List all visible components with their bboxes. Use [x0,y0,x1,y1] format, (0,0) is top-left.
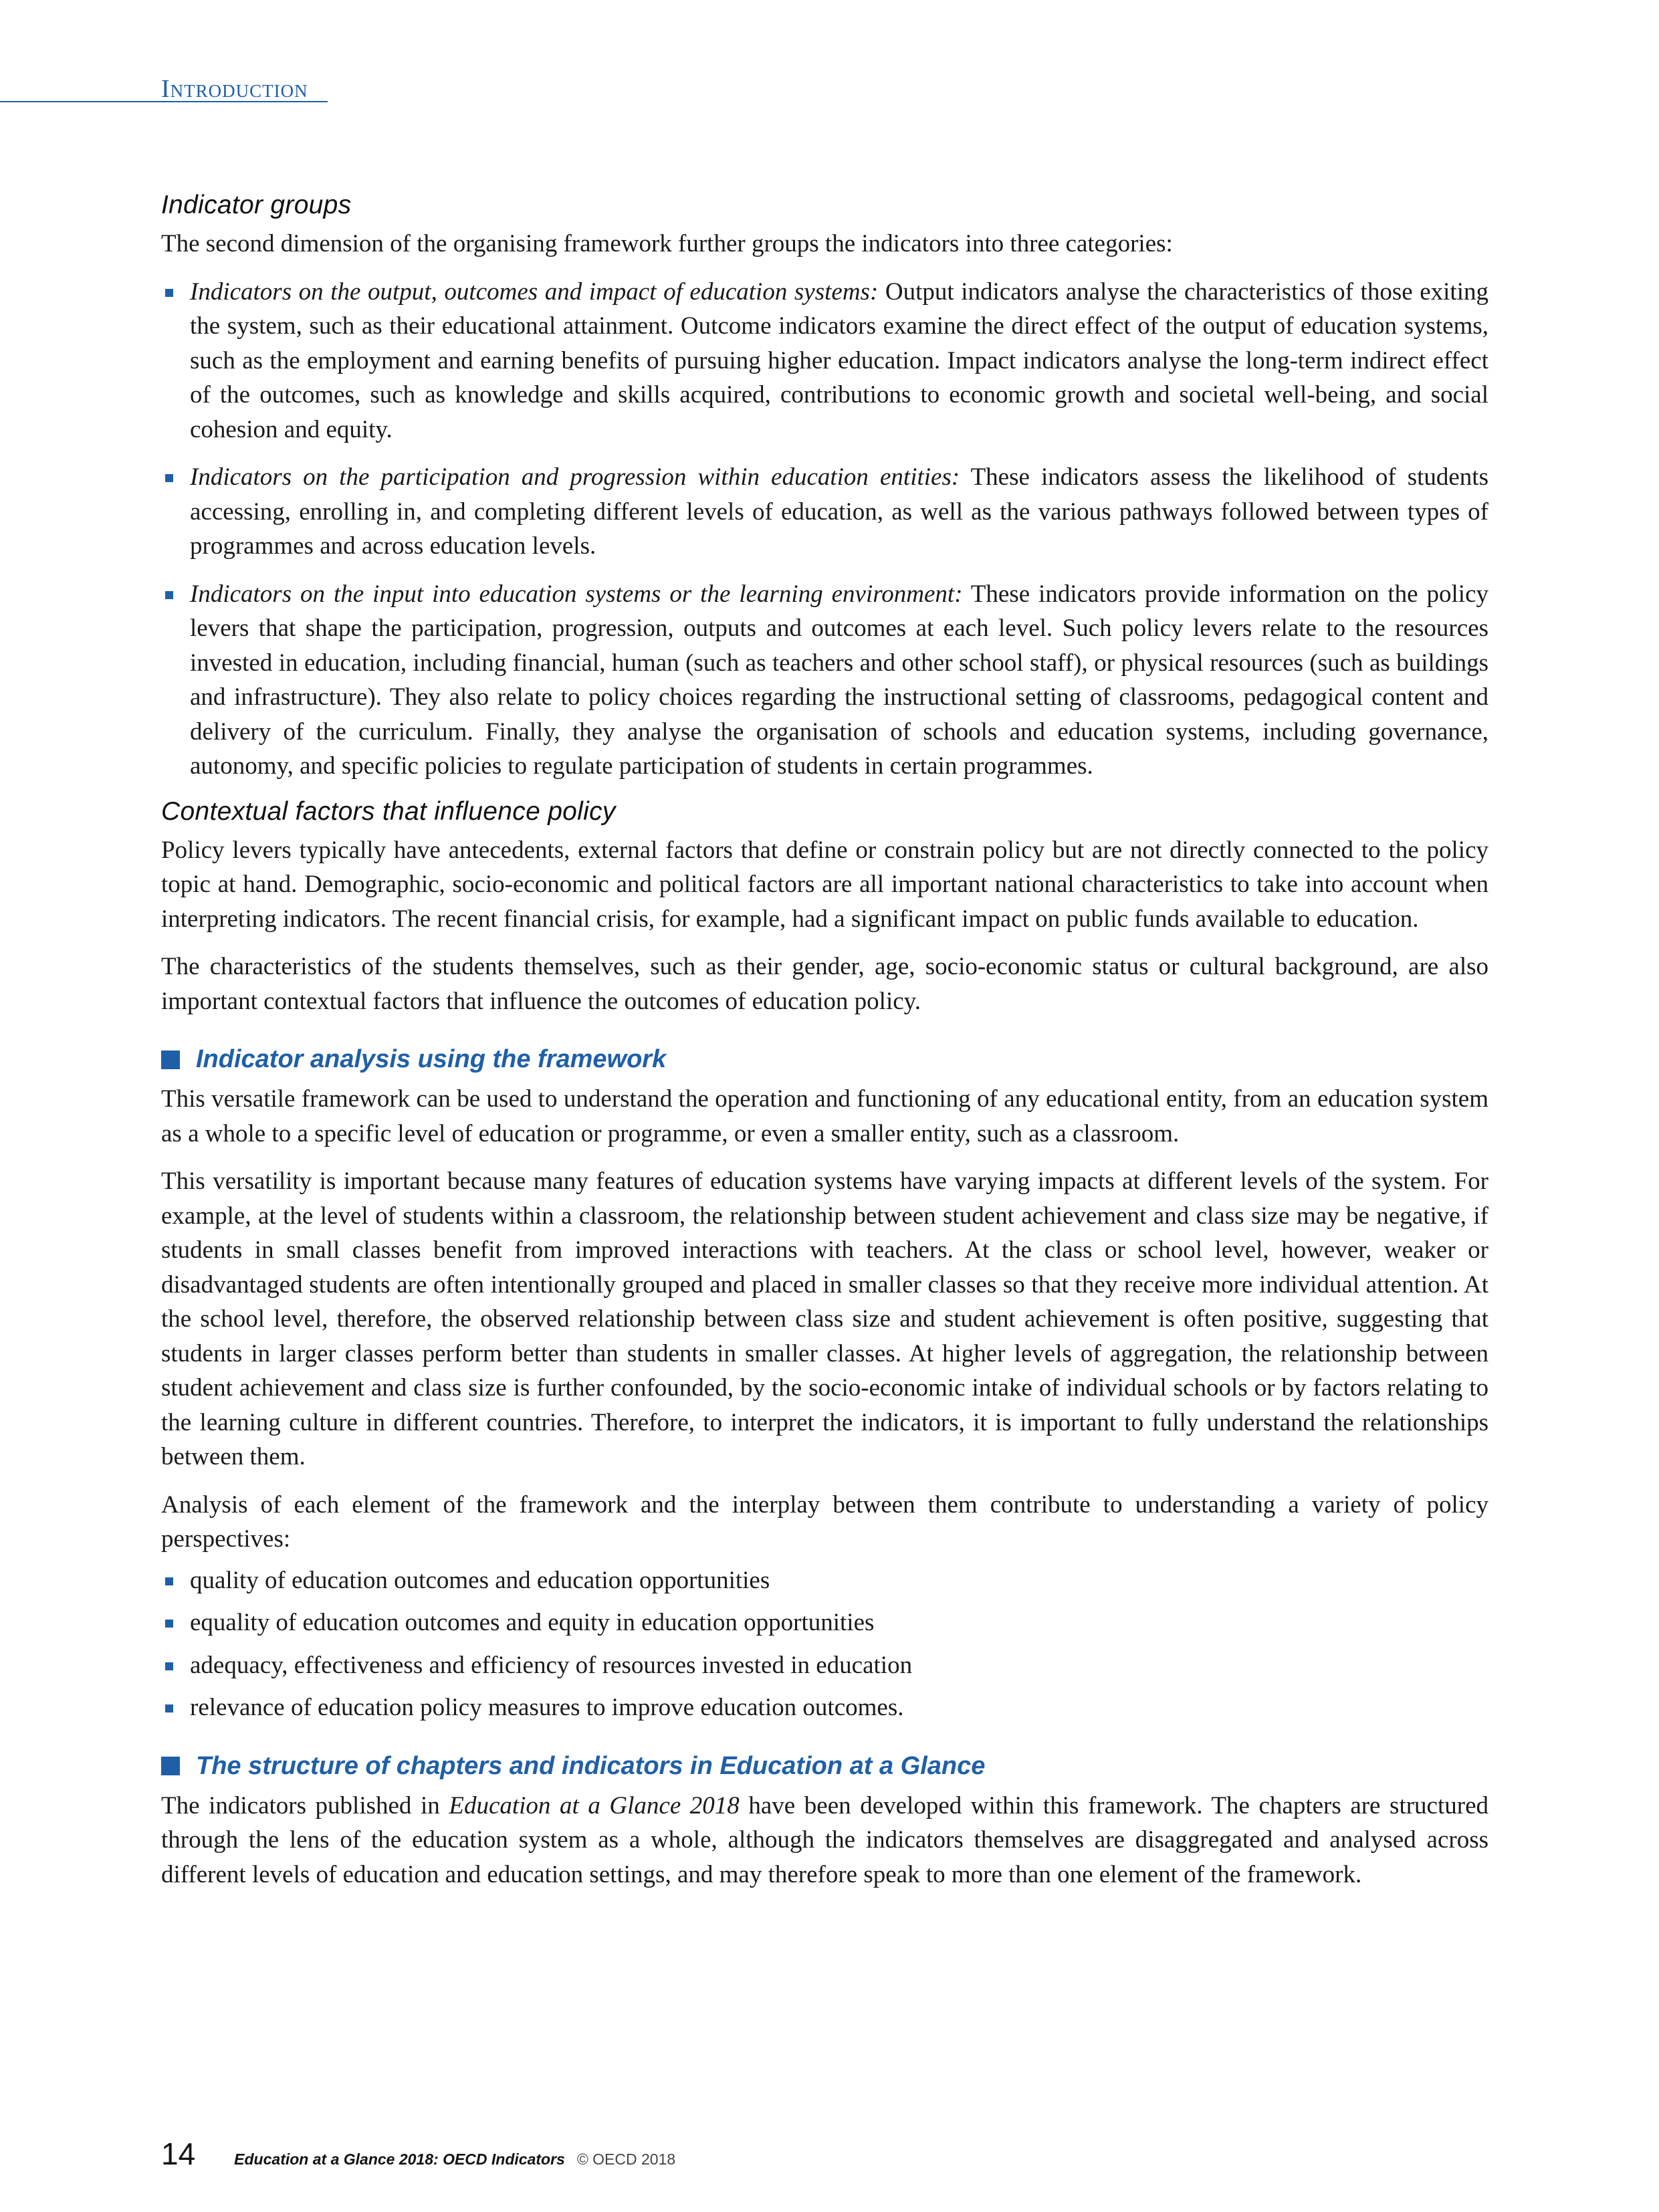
structure-p-italic: Education at a Glance 2018 [449,1791,740,1819]
list-item [161,577,1488,784]
section-title-italic: Education at a Glance [720,1751,986,1780]
list-item [161,460,1488,564]
analysis-paragraph: This versatile framework can be used to understand the operation and functioning of any educational entity, from an education system as a whole to a specific level of education or programme, or even a smaller entity, such as a classroom. [161,1085,1488,1147]
analysis-paragraph: This versatility is important because many features of education systems have varying impacts at different levels of the system. For example, at the level of students within a classroom, the relationship between student achievement and class size may be negative, if students in small classes benefit from improved interactions with teachers. At the class or school level, however, weaker or disadvantaged students are often intentionally grouped and placed in smaller classes so that they receive more individual attention. At the school level, therefore, the observed relationship between class size and student achievement is often positive, suggesting that students in larger classes perform better than students in smaller classes. At higher levels of aggregation, the relationship between student achievement and class size is further confounded, by the socio-economic intake of individual schools or by factors relating to the learning culture in different countries. Therefore, to interpret the indicators, it is important to fully understand the relationships between them. [161,1168,1488,1470]
structure-p-start: The indicators published in [161,1791,449,1819]
indicator-groups-intro: The second dimension of the organising framework further groups the indicators into three categories: [161,230,1173,257]
contextual-paragraph: The characteristics of the students themselves, such as their gender, age, socio-economic status or cultural background, are also important contextual factors that influence the outcomes of education policy. [161,953,1488,1015]
indicator-groups-list [161,275,1488,784]
page-number: 14 [161,2136,196,2171]
copyright: © OECD 2018 [576,2150,676,2168]
running-header: Introduction [161,75,308,103]
publication-title: Education at a Glance 2018: OECD Indicators [234,2150,565,2168]
indicator-analysis-heading [161,1045,1488,1074]
list-item-text: These indicators assess the likelihood of students accessing, enrolling in, and completing different levels of education, as well as the various pathways followed between types of programmes and across education levels. [190,463,1488,560]
policy-perspectives-list [161,1563,1488,1725]
indicator-groups-heading: Indicator groups [161,191,352,219]
list-item: quality of education outcomes and education opportunities [161,1563,1488,1598]
list-item: adequacy, effectiveness and efficiency of resources invested in education [161,1648,1488,1683]
page-footer [161,2136,675,2172]
list-item [161,275,1488,447]
section-title: Indicator analysis using the framework [196,1045,667,1073]
structure-p-end: have been developed within this framework. The chapters are structured through the lens of the education system as a whole, although the indicators themselves are disaggregated and analysed across different levels of education and education settings, and may therefore speak to more than one element of the framework. [161,1791,1488,1888]
contextual-paragraph: Policy levers typically have antecedents, external factors that define or constrain policy but are not directly connected to the policy topic at hand. Demographic, socio-economic and political factors are all important national characteristics to take into account when interpreting indicators. The recent financial crisis, for example, had a significant impact on public funds available to education. [161,836,1488,933]
page-content [161,191,1488,1905]
list-item-lead: Indicators on the participation and progression within education entities: [190,463,960,491]
structure-paragraph [161,1789,1488,1892]
list-item-lead: Indicators on the output, outcomes and impact of education systems: [190,278,879,306]
section-title-prefix: The structure of chapters and indicators in [196,1751,720,1780]
contextual-factors-heading: Contextual factors that influence policy [161,796,616,826]
structure-heading [161,1752,1488,1781]
list-item-text: These indicators provide information on the policy levers that shape the participation, progression, outputs and outcomes at each level. Such policy levers relate to the resources invested in education, including financial, human (such as teachers and other school staff), or physical resources (such as buildings and infrastructure). They also relate to policy choices regarding the instructional setting of classrooms, pedagogical content and delivery of the curriculum. Finally, they analyse the organisation of schools and education systems, including governance, autonomy, and specific policies to regulate participation of students in certain programmes. [190,580,1488,780]
section-square-icon [161,1757,180,1775]
section-title [196,1752,985,1781]
list-item-lead: Indicators on the input into education systems or the learning environment: [190,580,963,608]
section-square-icon [161,1050,180,1069]
list-item-text: Output indicators analyse the characteristics of those exiting the system, such as their educational attainment. Outcome indicators examine the direct effect of the output of education systems, such as the employment and earning benefits of pursuing higher education. Impact indicators analyse the long-term indirect effect of the outcomes, such as knowledge and skills acquired, contributions to economic growth and societal well-being, and social cohesion and equity. [190,278,1488,443]
list-item: relevance of education policy measures to improve education outcomes. [161,1690,1488,1725]
list-item: equality of education outcomes and equity in education opportunities [161,1606,1488,1640]
analysis-paragraph: Analysis of each element of the framework and the interplay between them contribute to understanding a variety of policy perspectives: [161,1490,1488,1553]
